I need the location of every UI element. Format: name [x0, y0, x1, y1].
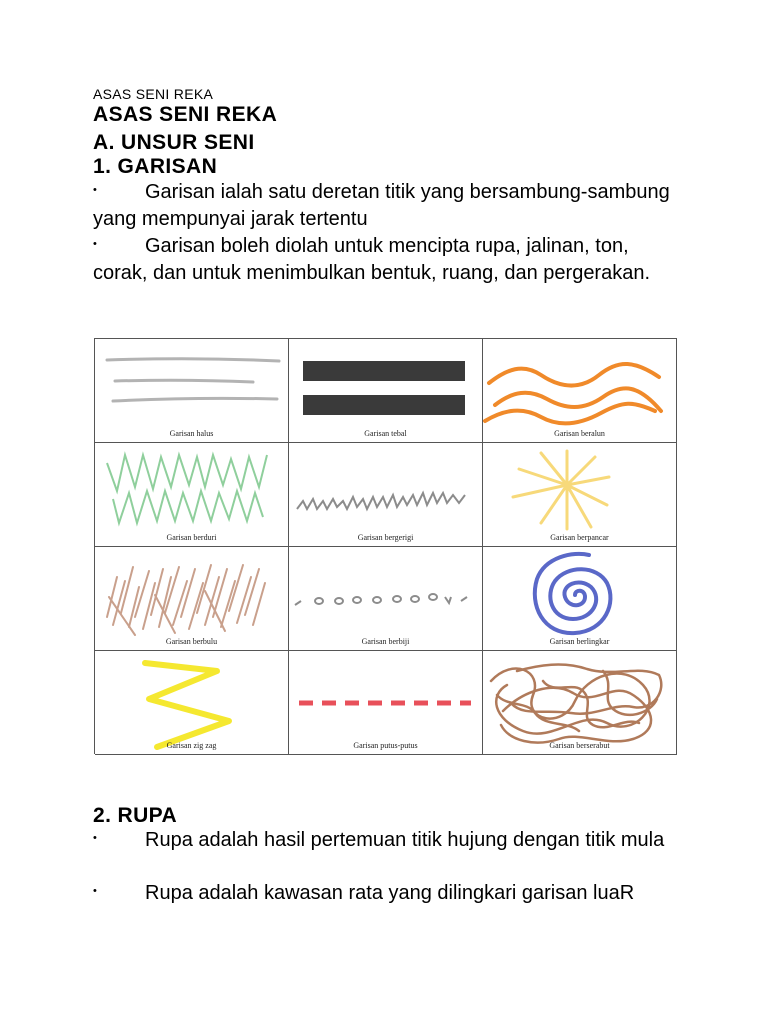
caption-garisan-berpancar: Garisan berpancar: [550, 533, 609, 542]
cell-garisan-berlingkar: [483, 547, 677, 651]
caption-garisan-tebal: Garisan tebal: [364, 429, 407, 438]
bullet-icon: •: [93, 832, 97, 845]
caption-garisan-berbiji: Garisan berbiji: [361, 637, 410, 646]
zigzag-line-illustration: [95, 651, 289, 755]
rupa-point-1: [93, 827, 683, 854]
cell-garisan-berduri: [95, 443, 289, 547]
rupa-point-1-text: Rupa adalah hasil pertemuan titik hujung dengan titik mula: [145, 829, 665, 851]
bullet-icon: •: [93, 184, 97, 197]
caption-garisan-berserabut: Garisan berserabut: [549, 741, 610, 750]
garisan-point-2: [93, 233, 683, 286]
tangled-lines-illustration: [483, 651, 677, 755]
garisan-point-2-text: Garisan boleh diolah untuk mencipta rupa, jalinan, ton, corak, dan untuk menimbulkan bentuk, ruang, dan pergerakan.: [93, 235, 651, 284]
caption-garisan-putus-putus: Garisan putus-putus: [353, 741, 418, 750]
line-types-table: [94, 338, 677, 754]
caption-garisan-berlingkar: Garisan berlingkar: [549, 637, 610, 646]
spiky-lines-illustration: [95, 443, 289, 547]
fine-lines-illustration: [95, 339, 289, 443]
radiating-lines-illustration: [483, 443, 677, 547]
rupa-point-2: [93, 880, 683, 907]
cell-garisan-halus: [95, 339, 289, 443]
caption-garisan-berbulu: Garisan berbulu: [165, 637, 218, 646]
spiral-line-illustration: [483, 547, 677, 651]
dashed-line-illustration: [289, 651, 483, 755]
hairy-lines-illustration: [95, 547, 289, 651]
garisan-point-1: [93, 179, 683, 232]
cell-garisan-tebal: [289, 339, 483, 443]
garisan-point-1-text: Garisan ialah satu deretan titik yang bersambung-sambung yang mempunyai jarak tertentu: [93, 181, 670, 230]
wavy-lines-illustration: [483, 339, 677, 443]
seeded-line-illustration: [289, 547, 483, 651]
cell-garisan-bergerigi: [289, 443, 483, 547]
cell-garisan-berbiji: [289, 547, 483, 651]
cell-garisan-zig-zag: [95, 651, 289, 755]
cell-garisan-berbulu: [95, 547, 289, 651]
cell-garisan-berpancar: [483, 443, 677, 547]
section-2-heading: 2. RUPA: [93, 804, 178, 827]
bullet-icon: •: [93, 238, 97, 251]
caption-garisan-halus: Garisan halus: [169, 429, 214, 438]
cell-garisan-beralun: [483, 339, 677, 443]
caption-garisan-beralun: Garisan beralun: [554, 429, 605, 438]
cell-garisan-putus-putus: [289, 651, 483, 755]
caption-garisan-bergerigi: Garisan bergerigi: [357, 533, 414, 542]
page-title: ASAS SENI REKA: [93, 103, 278, 126]
jagged-line-illustration: [289, 443, 483, 547]
caption-garisan-zig-zag: Garisan zig zag: [166, 741, 217, 750]
cell-garisan-berserabut: [483, 651, 677, 755]
bullet-icon: •: [93, 885, 97, 898]
section-1-heading: 1. GARISAN: [93, 155, 218, 178]
thick-lines-illustration: [289, 339, 483, 443]
section-a-heading: A. UNSUR SENI: [93, 131, 255, 154]
header-small-title: ASAS SENI REKA: [93, 86, 214, 102]
rupa-point-2-text: Rupa adalah kawasan rata yang dilingkari garisan luaR: [145, 882, 635, 904]
caption-garisan-berduri: Garisan berduri: [166, 533, 217, 542]
